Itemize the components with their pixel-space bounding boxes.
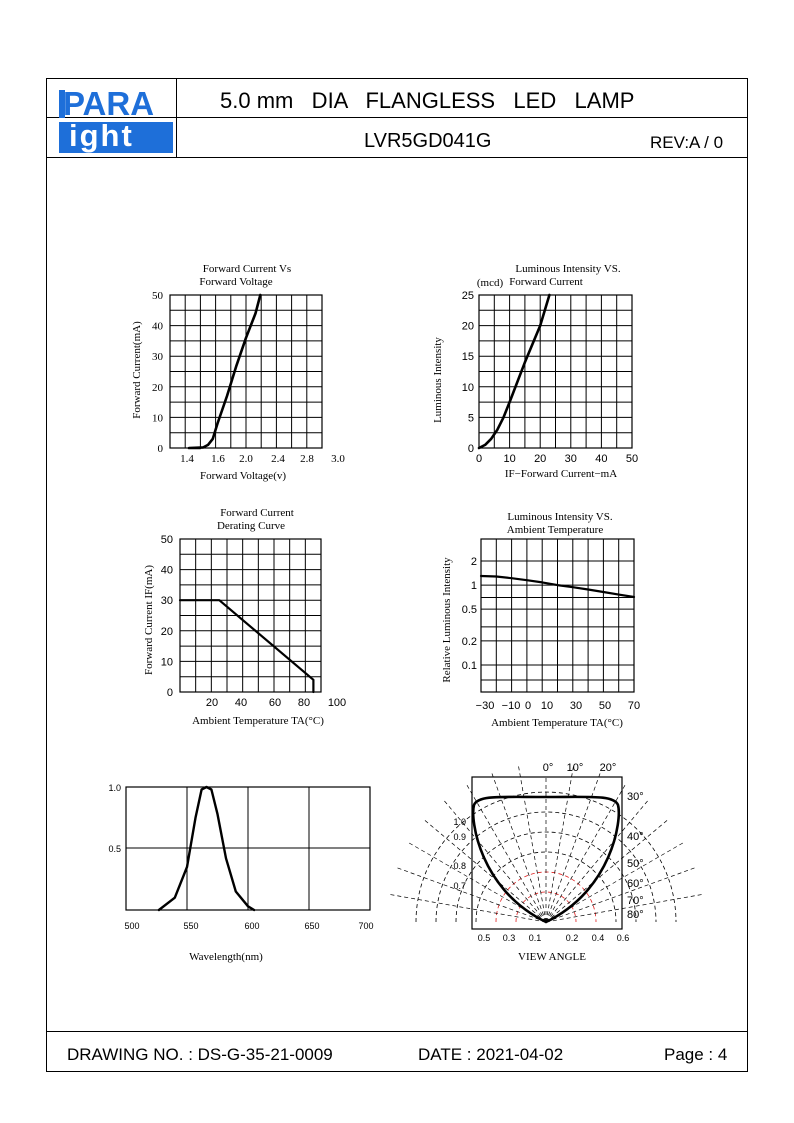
- x-tick-label: 10: [503, 453, 516, 465]
- chart-radiation-pattern: [388, 762, 703, 963]
- angle-spoke: [518, 764, 546, 922]
- y-tick-label: 0: [166, 687, 173, 699]
- x-axis-label: IF−Forward Current−mA: [504, 468, 618, 480]
- chart-title: Derating Curve: [216, 520, 286, 532]
- y-tick-label: 0.1: [461, 660, 477, 672]
- chart-title: Forward Current Vs: [202, 263, 292, 275]
- x-tick-label: 650: [304, 921, 320, 931]
- x-tick-label: 20: [534, 453, 547, 465]
- y-tick-label: 0.2: [461, 635, 477, 648]
- radial-label: 0.5: [477, 933, 491, 943]
- y-tick-label: 0: [157, 443, 163, 455]
- x-tick-label: 50: [598, 700, 612, 712]
- angle-spoke: [423, 819, 546, 922]
- y-axis-label: Forward Current IF(mA): [143, 565, 155, 675]
- chart-luminous-vs-current: [432, 263, 638, 480]
- x-tick-label: 10: [540, 700, 554, 712]
- y-tick-label: 20: [160, 625, 173, 638]
- chart-spectral-distribution: [108, 783, 373, 963]
- y-tick-label: 5: [467, 412, 474, 425]
- x-tick-label: 600: [244, 921, 260, 931]
- chart-title: Ambient Temperature: [506, 524, 604, 536]
- y-tick-label: 25: [461, 290, 474, 302]
- x-tick-label: 100: [327, 697, 347, 709]
- y-tick-label: 1: [470, 580, 477, 593]
- y-tick-label: 20: [152, 381, 163, 394]
- angle-label: 50°: [627, 858, 644, 870]
- chart-title: Forward Voltage: [199, 276, 273, 288]
- y-tick-label: 0: [467, 443, 474, 455]
- x-tick-label: 40: [595, 453, 608, 465]
- drawing-number: DRAWING NO. : DS-G-35-21-0009: [67, 1045, 333, 1064]
- x-tick-label: 70: [627, 700, 641, 712]
- x-tick-label: 2.4: [271, 453, 285, 465]
- chart-luminous-vs-temperature: [441, 511, 640, 729]
- x-tick-label: 80: [297, 697, 311, 709]
- radial-label: 0.3: [502, 933, 516, 943]
- x-tick-label: 500: [124, 921, 140, 931]
- x-tick-label: 550: [183, 921, 199, 931]
- radial-label: 0.7: [453, 881, 466, 891]
- chart-title: Luminous Intensity VS.: [515, 263, 621, 275]
- x-axis-label: Forward Voltage(v): [199, 470, 287, 482]
- angle-label: 30°: [627, 791, 644, 803]
- x-tick-label: −10: [501, 700, 521, 712]
- x-tick-label: 0: [524, 700, 532, 712]
- y-tick-label: 40: [152, 320, 163, 333]
- radial-label: 0.8: [453, 861, 466, 871]
- logo-top-text: PARA: [63, 85, 155, 122]
- y-tick-label: 0.5: [108, 844, 121, 854]
- y-tick-label: 30: [160, 595, 173, 608]
- x-tick-label: 50: [625, 453, 639, 465]
- radial-label: 1.0: [453, 817, 466, 827]
- x-axis-label: Ambient Temperature TA(°C): [491, 717, 623, 729]
- angle-label: 80°: [627, 909, 644, 921]
- chart-title: Forward Current: [220, 507, 294, 519]
- y-axis-label: Relative Luminous Intensity: [441, 557, 453, 683]
- angle-spoke: [546, 764, 574, 922]
- chart-derating-curve: [143, 507, 346, 727]
- y-tick-label: 50: [152, 290, 163, 302]
- y-tick-label: 30: [152, 351, 163, 364]
- x-axis-label: VIEW ANGLE: [518, 951, 586, 963]
- y-tick-label: 15: [461, 351, 474, 364]
- logo-bottom-text: ight: [69, 118, 134, 153]
- y-tick-label: 10: [461, 381, 474, 394]
- x-tick-label: 40: [234, 697, 248, 709]
- chart-title: Luminous Intensity VS.: [507, 511, 613, 523]
- y-tick-label: 0.5: [461, 604, 477, 617]
- x-tick-label: 2.0: [239, 453, 253, 465]
- y-axis-label: Luminous Intensity: [432, 337, 444, 423]
- y-tick-label: 50: [160, 534, 173, 546]
- y-tick-label: 40: [160, 564, 173, 577]
- radial-label: 0.4: [591, 933, 605, 943]
- x-tick-label: 1.4: [180, 453, 194, 465]
- chart-forward-current-vs-voltage: [131, 263, 345, 482]
- x-tick-label: 2.8: [300, 453, 314, 465]
- angle-label: 60°: [627, 878, 644, 890]
- x-tick-label: 20: [205, 697, 219, 709]
- chart-title: Forward Current: [509, 276, 583, 288]
- page-number: Page : 4: [664, 1045, 728, 1064]
- angle-label: 10°: [566, 762, 584, 774]
- x-axis-label: Wavelength(nm): [189, 951, 263, 963]
- y-tick-label: 20: [461, 320, 474, 333]
- x-tick-label: 30: [569, 700, 583, 712]
- document-title: 5.0 mm DIA FLANGLESS LED LAMP: [220, 88, 635, 113]
- radial-label: 0.2: [565, 933, 579, 943]
- plot-border: [472, 777, 622, 929]
- x-tick-label: 1.6: [211, 453, 225, 465]
- angle-label: 20°: [599, 762, 617, 774]
- angle-label: 0°: [542, 762, 554, 774]
- revision: REV:A / 0: [650, 133, 724, 152]
- document-date: DATE : 2021-04-02: [418, 1045, 564, 1064]
- y-tick-label: 10: [160, 656, 173, 669]
- radial-label: 0.6: [616, 933, 630, 943]
- angle-label: 70°: [627, 895, 644, 907]
- radial-label: 0.1: [528, 933, 542, 943]
- angle-label: 40°: [627, 831, 644, 843]
- y-tick-label: 2: [470, 556, 477, 568]
- y-tick-label: 10: [152, 412, 163, 425]
- x-tick-label: 3.0: [331, 453, 345, 465]
- part-number: LVR5GD041G: [364, 130, 492, 152]
- x-tick-label: 0: [475, 453, 483, 465]
- x-tick-label: 700: [358, 921, 374, 931]
- x-axis-label: Ambient Temperature TA(°C): [192, 715, 324, 727]
- unit-label: (mcd): [476, 277, 504, 289]
- radial-label: 0.9: [453, 832, 466, 842]
- x-tick-label: 30: [564, 453, 577, 465]
- y-tick-label: 1.0: [108, 783, 121, 793]
- x-tick-label: −30: [475, 700, 495, 712]
- y-axis-label: Forward Current(mA): [131, 321, 143, 419]
- angle-spoke: [546, 819, 669, 922]
- x-tick-label: 60: [268, 697, 282, 709]
